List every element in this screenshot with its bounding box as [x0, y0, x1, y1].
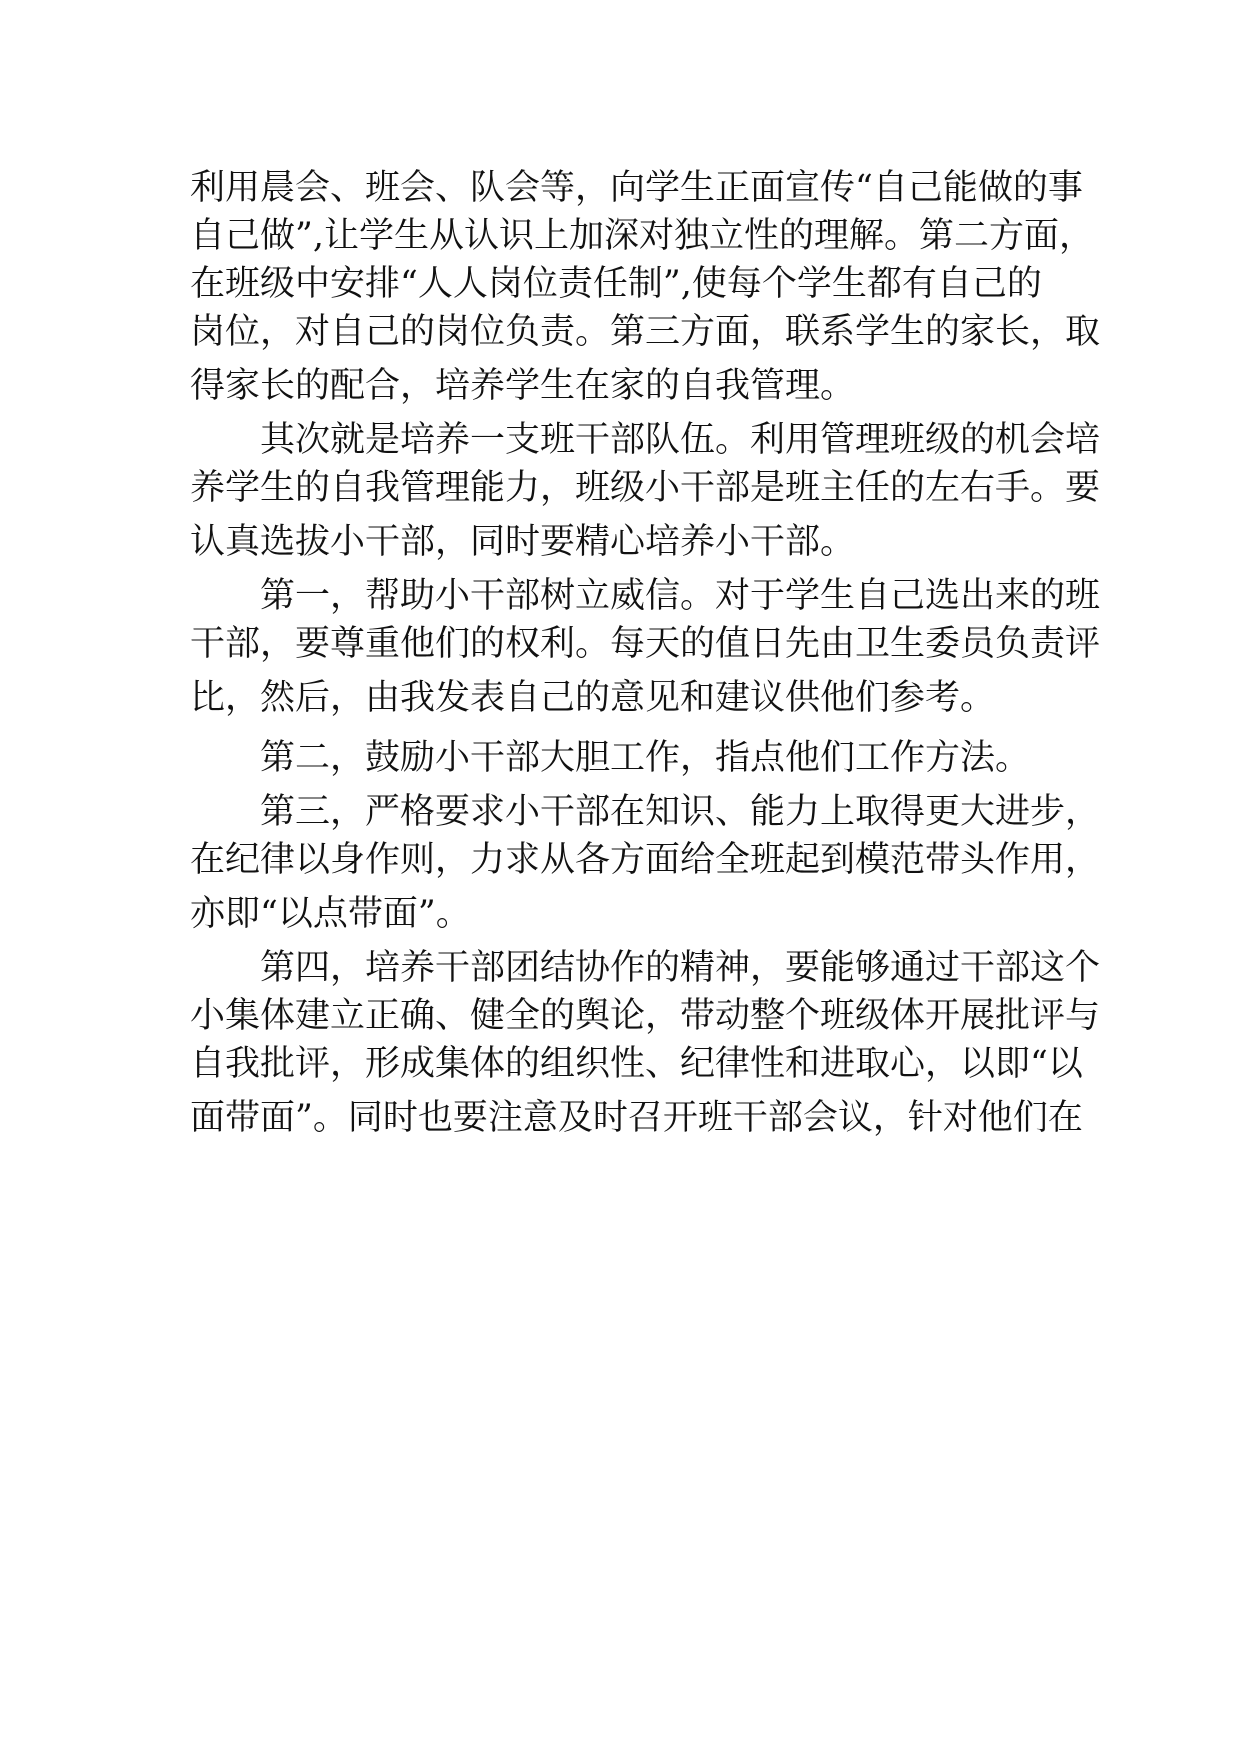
text-line: 认真选拔小干部，同时要精心培养小干部。 — [190, 522, 856, 562]
document-body — [190, 164, 1101, 1148]
text-line: 在班级中安排“人人岗位责任制”,使每个学生都有自己的 — [190, 264, 1042, 304]
text-line: 干部，要尊重他们的权利。每天的值日先由卫生委员负责评 — [190, 624, 1101, 664]
text-line: 第二，鼓励小干部大胆工作，指点他们工作方法。 — [260, 738, 1031, 778]
text-line: 亦即“以点带面”。 — [190, 894, 471, 934]
text-line: 自我批评，形成集体的组织性、纪律性和进取心，以即“以 — [190, 1044, 1083, 1084]
text-line: 自己做”,让学生从认识上加深对独立性的理解。第二方面， — [190, 216, 1095, 256]
text-line: 第三，严格要求小干部在知识、能力上取得更大进步， — [260, 792, 1101, 832]
paragraph-5 — [190, 788, 1101, 944]
text-line: 小集体建立正确、健全的舆论，带动整个班级体开展批评与 — [190, 996, 1101, 1036]
text-line: 养学生的自我管理能力，班级小干部是班主任的左右手。要 — [190, 468, 1101, 508]
text-line: 面带面”。同时也要注意及时召开班干部会议，针对他们在 — [190, 1098, 1083, 1138]
paragraph-1 — [190, 164, 1101, 416]
text-line: 得家长的配合，培养学生在家的自我管理。 — [190, 366, 856, 406]
paragraph-2 — [190, 416, 1101, 572]
text-line: 利用晨会、班会、队会等，向学生正面宣传“自己能做的事 — [190, 168, 1083, 208]
text-line: 在纪律以身作则，力求从各方面给全班起到模范带头作用， — [190, 840, 1101, 880]
paragraph-4 — [190, 728, 1055, 788]
text-line: 岗位，对自己的岗位负责。第三方面，联系学生的家长，取 — [190, 312, 1101, 352]
text-line: 其次就是培养一支班干部队伍。利用管理班级的机会培 — [260, 420, 1101, 460]
paragraph-6 — [190, 944, 1101, 1148]
text-line: 第四，培养干部团结协作的精神，要能够通过干部这个 — [260, 948, 1101, 988]
text-line: 比，然后，由我发表自己的意见和建议供他们参考。 — [190, 678, 996, 718]
text-line: 第一，帮助小干部树立威信。对于学生自己选出来的班 — [260, 576, 1101, 616]
paragraph-3 — [190, 572, 1101, 728]
